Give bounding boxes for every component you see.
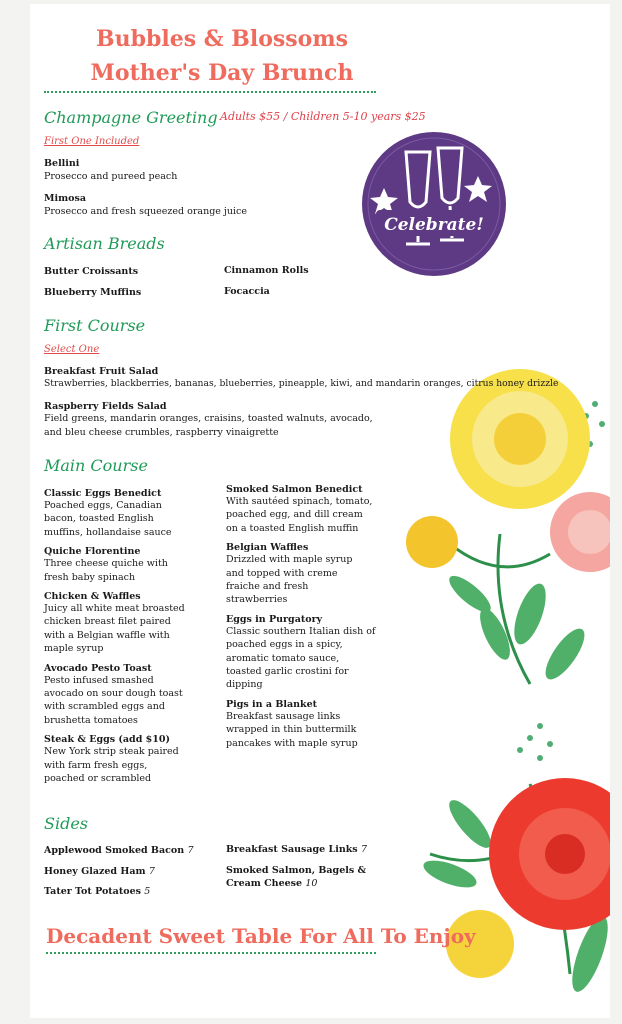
item-name: Smoked Salmon Benedict	[226, 484, 363, 495]
menu-title-line2: Mother's Day Brunch	[90, 60, 354, 86]
item-name: Avocado Pesto Toast	[44, 662, 152, 674]
item-name: Pigs in a Blanket	[226, 698, 318, 710]
side-item: Honey Glazed Ham 7	[44, 866, 155, 877]
item-desc: Breakfast sausage links wrapped in thin buttermilk pancakes with maple syrup	[226, 710, 358, 749]
item-desc: Field greens, mandarin oranges, craisins, toasted walnuts, avocado,	[44, 413, 373, 424]
side-item: Tater Tot Potatoes 5	[44, 886, 151, 897]
item-name: Mimosa	[44, 193, 87, 204]
item-name: Raspberry Fields Salad	[44, 401, 167, 412]
side-item: Applewood Smoked Bacon 7	[44, 845, 194, 856]
first-course-subtitle: Select One	[44, 344, 100, 355]
item-desc: Prosecco and fresh squeezed orange juice	[44, 206, 247, 217]
menu-item	[44, 663, 214, 728]
item-desc: New York strip steak paired with farm fresh eggs, poached or scrambled	[44, 746, 179, 785]
section-title-sides: Sides	[44, 814, 88, 833]
side-price: 5	[144, 886, 151, 897]
menu-page	[30, 4, 610, 1018]
side-price: 7	[187, 845, 194, 856]
item-desc: Pesto infused smashed avocado on sour dough toast with scrambled eggs and brushetta tomatoes	[44, 674, 183, 726]
title-divider	[44, 91, 376, 93]
item-name: Belgian Waffles	[226, 542, 309, 554]
item-name: Quiche Florentine	[44, 546, 141, 558]
item-name: Breakfast Fruit Salad	[44, 366, 159, 377]
bread-item: Focaccia	[224, 286, 270, 297]
item-desc: and bleu cheese crumbles, raspberry vinaigrette	[44, 427, 279, 438]
main-course-left-column	[44, 488, 214, 786]
item-desc: Poached eggs, Canadian bacon, toasted English muffins, hollandaise sauce	[44, 500, 172, 538]
bread-item: Butter Croissants	[44, 266, 139, 277]
menu-item	[226, 484, 396, 535]
item-desc: Classic southern Italian dish of poached eggs in a spicy, aromatic tomato sauce, toasted garlic crostini for dipping	[226, 625, 376, 691]
footer-divider	[46, 952, 376, 954]
section-title-first-course: First Course	[44, 316, 146, 335]
menu-item	[226, 614, 396, 692]
section-title-champagne: Champagne Greeting	[44, 108, 218, 127]
menu-item	[226, 699, 396, 750]
item-desc: Strawberries, blackberries, bananas, blueberries, pineapple, kiwi, and mandarin oranges, citrus honey drizzle	[44, 378, 559, 389]
item-desc: Three cheese quiche with fresh baby spinach	[44, 558, 168, 583]
item-name: Classic Eggs Benedict	[44, 488, 162, 499]
side-price: 7	[148, 866, 155, 877]
item-name: Bellini	[44, 158, 80, 169]
side-item: Breakfast Sausage Links 7	[226, 844, 368, 855]
side-price: 10	[305, 878, 318, 889]
side-item: Cream Cheese 10	[226, 878, 318, 889]
section-title-breads: Artisan Breads	[44, 234, 165, 253]
champagne-subtitle: First One Included	[44, 136, 140, 147]
item-desc: With sautéed spinach, tomato, poached egg, and dill cream on a toasted English muffin	[226, 496, 373, 534]
item-desc: Juicy all white meat broasted chicken breast filet paired with a Belgian waffle with maple syrup	[44, 603, 185, 655]
menu-item	[226, 542, 396, 607]
item-desc: Prosecco and pureed peach	[44, 171, 178, 182]
badge-text: Celebrate!	[384, 215, 484, 235]
menu-item	[44, 591, 214, 656]
celebrate-badge	[360, 130, 508, 278]
menu-item	[44, 546, 214, 584]
bread-item: Blueberry Muffins	[44, 287, 142, 298]
item-name: Chicken & Waffles	[44, 591, 141, 603]
bread-item: Cinnamon Rolls	[224, 265, 309, 276]
item-name: Eggs in Purgatory	[226, 613, 323, 625]
item-name: Steak & Eggs (add $10)	[44, 734, 170, 746]
main-course-right-column	[226, 484, 396, 750]
flower-decoration	[390, 354, 610, 1018]
item-desc: Drizzled with maple syrup and topped with creme fraiche and fresh strawberries	[226, 554, 353, 606]
sweet-table-line: Decadent Sweet Table For All To Enjoy	[46, 924, 476, 948]
menu-item	[44, 734, 214, 785]
champagne-price: Adults $55 / Children 5-10 years $25	[220, 110, 426, 123]
menu-item	[44, 488, 214, 539]
menu-title-line1: Bubbles & Blossoms	[95, 26, 348, 52]
side-price: 7	[360, 844, 368, 855]
side-item: Smoked Salmon, Bagels &	[226, 865, 367, 876]
section-title-main-course: Main Course	[44, 456, 148, 475]
